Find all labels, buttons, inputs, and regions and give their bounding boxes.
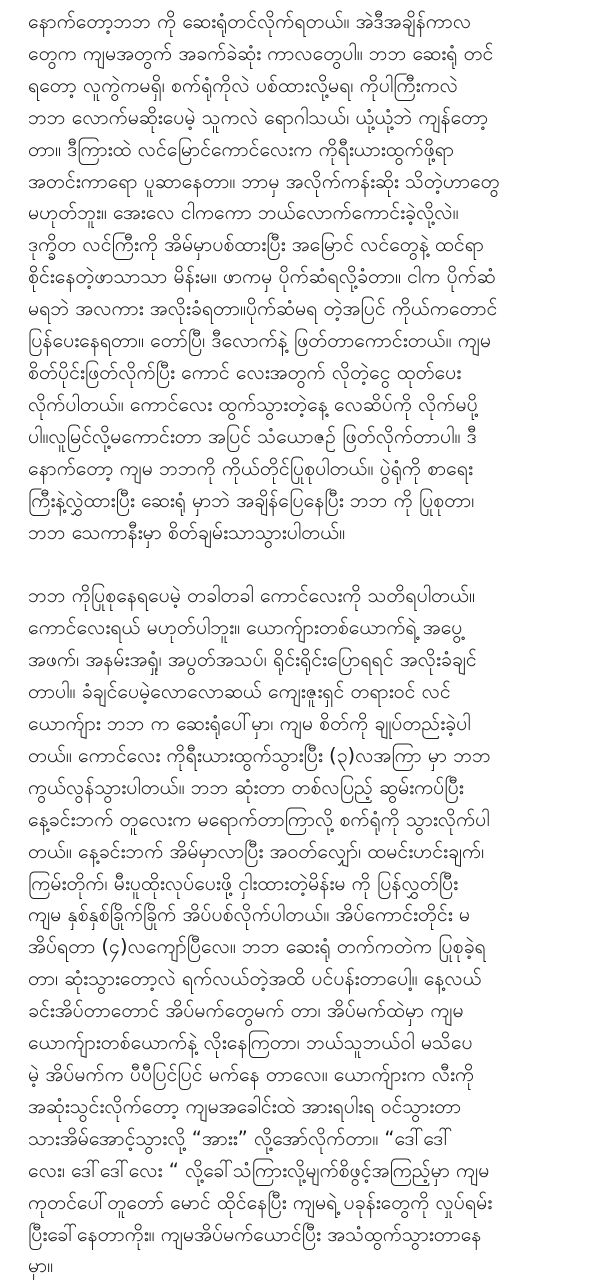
text-line: တယ်။ နေ့ခင်းဘက် အိမ်မှာလာပြီး အဝတ်လျှော်၊ ထမင်းဟင်းချက်၊	[28, 839, 485, 863]
text-line: ပါ။လူမြင်လို့မကောင်းတာ အပြင် သံယောဇဉ် ဖြတ်လိုက်တာပါ။ ဒီ	[28, 424, 477, 448]
text-line: တာ၊ ဆုံးသွားတော့လဲ ရက်လယ်တဲ့အထိ ပင်ပန်းတာပေါ့။ နေ့လယ်	[28, 967, 482, 991]
text-line: ရတော့ လူကွဲကမရှိ၊ စက်ရုံကိုလဲ ပစ်ထားလို့မရ၊ ကိုပါကြီးကလဲ	[28, 73, 458, 97]
text-line: စိတ်ပိုင်းဖြတ်လိုက်ပြီး ကောင် လေးအတွက် လိုတဲ့ငွေ ထုတ်ပေး	[28, 360, 462, 384]
text-line: မှာ။	[28, 1254, 54, 1278]
text-line: အဆုံးသွင်းလိုက်တော့ ကျမအခေါင်းထဲ အားရပါးရ ဝင်သွားတာ	[28, 1094, 462, 1118]
text-line: ကွယ်လွန်သွားပါတယ်။ ဘဘ ဆုံးတာ တစ်လပြည့် ဆွမ်းကပ်ပြီး	[28, 775, 464, 799]
text-line: ယောက်ျားတစ်ယောက်နဲ့ လိုးနေကြတာ၊ ဘယ်သူဘယ်ဝါ မသိပေ	[28, 1031, 473, 1055]
text-line: ကျမ နှစ်နှစ်ခြိုက်ခြိုက် အိပ်ပစ်လိုက်ပါတယ်။ အိပ်ကောင်းတိုင်း မ	[28, 903, 470, 927]
text-line: တာ။ ဒီကြားထဲ လင်မြောင်ကောင်လေးက ကိုရီးယားထွက်ဖို့ရာ	[28, 137, 454, 161]
text-line: အိပ်ရတာ (၄)လကျော်ပြီလေ။ ဘဘ ဆေးရုံ တက်ကတဲက ပြုစုခဲ့ရ	[28, 935, 486, 959]
text-line: ဘဘ သေကာနီးမှာ စိတ်ချမ်းသာသွားပါတယ်။	[28, 520, 346, 544]
text-line: လိုက်ပါတယ်။ ကောင်လေး ထွက်သွားတဲ့နေ့ လေဆိပ်ကို လိုက်မပို့	[28, 392, 478, 416]
text-line: ဘဘ ကိုပြုစုနေရပေမဲ့ တခါတခါ ကောင်လေးကို သတိရပါတယ်။	[28, 584, 475, 608]
paragraph-gap	[28, 548, 588, 580]
text-line: ပြီးခေါ်နေတာကိုး။ ကျမအိပ်မက်ယောင်ပြီး အသံထွက်သွားတာနေ	[28, 1222, 482, 1246]
paragraph-2	[28, 580, 588, 1280]
text-line: အတင်းကာရော ပူဆာနေတာ။ ဘာမှ အလိုက်ကန်းဆိုး သိတဲ့ဟာတွေ	[28, 169, 500, 193]
text-line: လေး၊ ဒေါ်ဒေါ်လေး “ လို့ခေါ်သံကြားလို့မျက်စိဖွင့်အကြည့်မှာ ကျမ	[28, 1158, 490, 1182]
text-line: ကုတင်ပေါ်တူတော် မောင် ထိုင်နေပြီး ကျမရဲ့ ပခုန်းတွေကို လှုပ်ရမ်း	[28, 1190, 493, 1214]
text-line: ပြန်ပေးနေရတာ။ တော်ပြီ၊ ဒီလောက်နဲ့ ဖြတ်တာကောင်းတယ်။ ကျမ	[28, 329, 492, 353]
text-line: ဘဘ လောက်မဆိုးပေမဲ့ သူကလဲ ရောဂါသယ်၊ ယုံ့ယုံ့ဘဲ ကျန်တော့	[28, 105, 489, 129]
text-line: မရဘဲ အလကား အလိုးခံရတာ။ပိုက်ဆံမရ တဲ့အပြင် ကိုယ်ကတောင်	[28, 297, 498, 321]
text-line: စိုင်းနေတဲ့ဖာသာသာ မိန်းမ။ ဖာကမှ ပိုက်ဆံရလို့ခံတာ။ ငါက ပိုက်ဆံ	[28, 265, 496, 289]
text-line: ကြမ်းတိုက်၊ မီးပူထိုးလုပ်ပေးဖို့ ငှါးထားတဲ့မိန်းမ ကို ပြန်လွှတ်ပြီး	[28, 871, 459, 895]
text-line: သားအိမ်အောင့်သွားလို့ “အားး” လို့အော်လိုက်တာ။ “ဒေါ်ဒေါ်	[28, 1126, 453, 1150]
text-line: တွေက ကျမအတွက် အခက်ခဲဆုံး ကာလတွေပါ။ ဘဘ ဆေးရုံ တင်	[28, 41, 494, 65]
text-line: မဟုတ်ဘူး။ အေးလေ ငါကကော ဘယ်လောက်ကောင်းခဲ့လို့လဲ။	[28, 201, 459, 225]
paragraph-1	[28, 6, 588, 548]
text-line: ဒုက္ခိတ လင်ကြီးကို အိမ်မှာပစ်ထားပြီး အမြောင် လင်တွေနဲ့ ထင်ရာ	[28, 233, 484, 257]
post-text	[28, 6, 588, 1280]
text-line: နောက်တော့ ကျမ ဘဘကို ကိုယ်တိုင်ပြုစုပါတယ်။ ပွဲရုံကို စာရေး	[28, 456, 473, 480]
text-line: နောက်တော့ဘဘ ကို ဆေးရုံတင်လိုက်ရတယ်။ အဲဒီအချိန်ကာလ	[28, 10, 472, 33]
text-line: နေ့ခင်းဘက် တူလေးက မရောက်တာကြာလို့ စက်ရုံကို သွားလိုက်ပါ	[28, 807, 490, 831]
text-line: ကောင်လေးရယ် မဟုတ်ပါဘူး။ ယောက်ျားတစ်ယောက်ရဲ့ အပွေ့	[28, 616, 463, 640]
text-line: ကြီးနဲ့လွှဲထားပြီး ဆေးရုံ မှာဘဲ အချိန်ပြေနေပြီး ဘဘ ကို ပြုစုတာ၊	[28, 488, 475, 512]
text-line: ခင်းအိပ်တာတောင် အိပ်မက်တွေမက် တာ၊ အိပ်မက်ထဲမှာ ကျမ	[28, 999, 464, 1023]
text-line: တာပါ။ ခံချင်ပေမဲ့လောလောဆယ် ကျေးဇူးရှင် တရားဝင် လင်	[28, 680, 451, 704]
text-line: တယ်။ ကောင်လေး ကိုရီးယားထွက်သွားပြီး (၃)လအကြာ မှာ ဘဘ	[28, 743, 491, 767]
text-line: အဖက်၊ အနမ်းအရှုံ၊ အပွတ်အသပ်၊ ရိုင်းရိုင်းပြောရရင် အလိုးခံချင်	[28, 648, 477, 672]
text-line: မဲ့ အိပ်မက်က ပီပီပြင်ပြင် မက်နေ တာလေ။ ယောက်ျားက လီးကို	[28, 1063, 475, 1086]
text-line: ယောက်ျား ဘဘ က ဆေးရုံပေါ်မှာ၊ ကျမ စိတ်ကို ချုပ်တည်းခဲ့ပါ	[28, 712, 471, 736]
